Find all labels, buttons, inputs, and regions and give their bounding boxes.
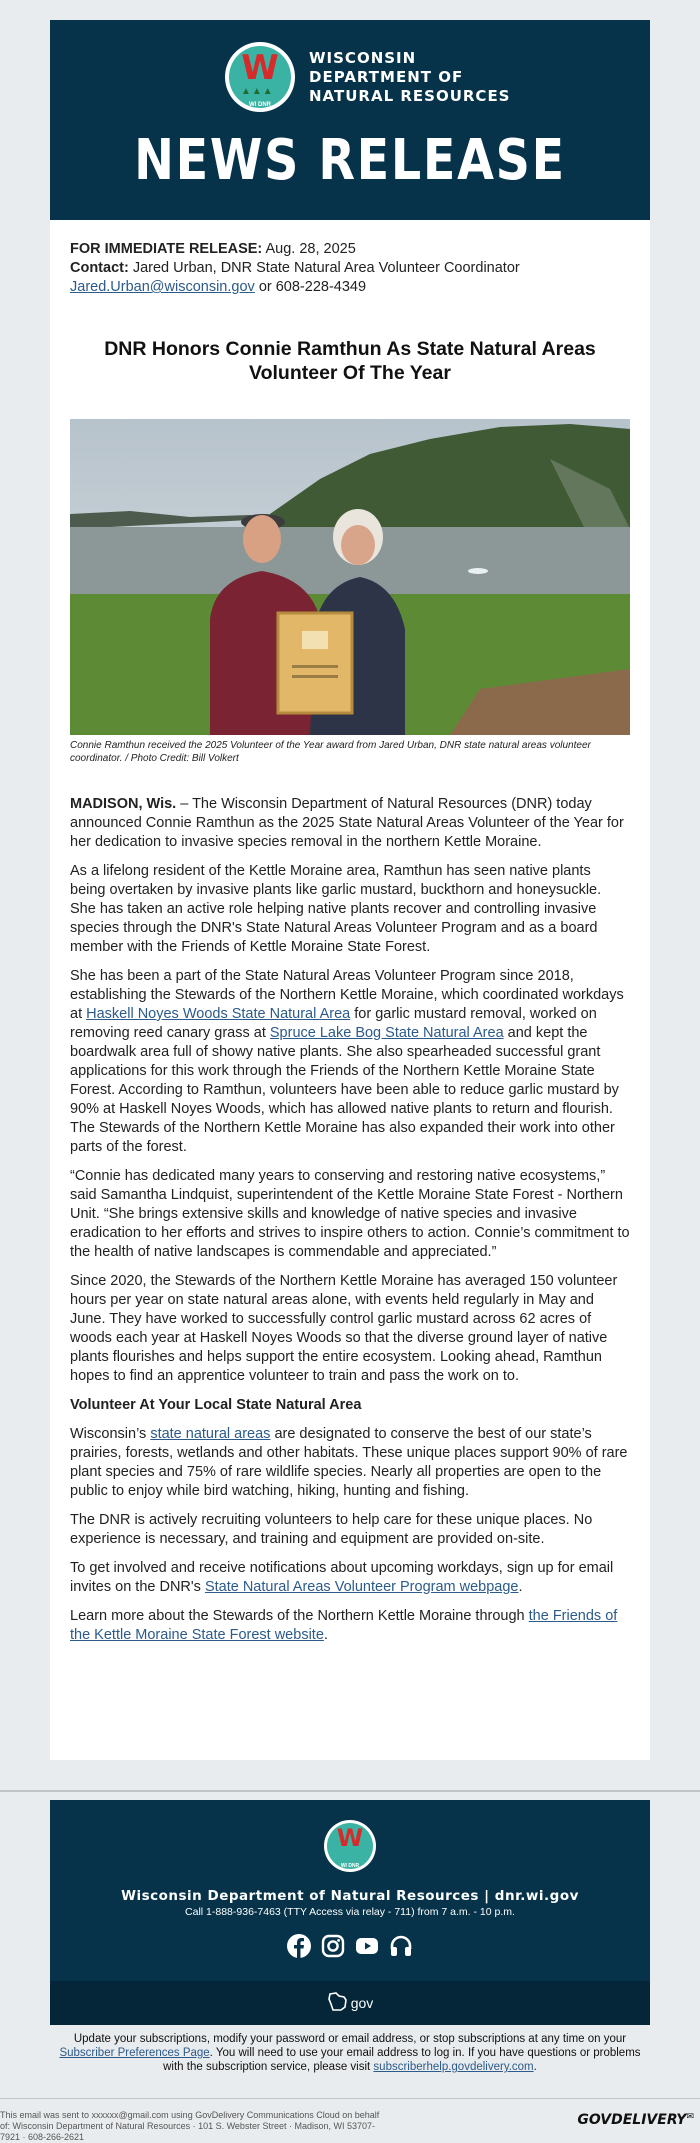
paragraph: The DNR is actively recruiting volunteers to help care for these unique places. No experience is necessary, and training and equipment are provided on-site. xyxy=(70,1512,593,1547)
wi-gov-bar xyxy=(50,1981,650,2025)
social-links xyxy=(50,1934,650,1958)
release-meta xyxy=(50,220,650,297)
footer-phone: Call 1-888-936-7463 (TTY Access via relay - 711) from 7 a.m. - 10 p.m. xyxy=(185,1906,515,1918)
wisconsin-state-icon xyxy=(327,1990,349,2017)
divider xyxy=(0,1790,700,1792)
dnr-logo-icon: W ▲▲▲ WI DNR xyxy=(225,42,295,112)
org-name: WISCONSIN DEPARTMENT OF NATURAL RESOURCES xyxy=(309,48,511,105)
article-body xyxy=(50,765,650,1645)
section-subhead: Volunteer At Your Local State Natural Area xyxy=(70,1397,362,1413)
friends-kettle-moraine-link[interactable]: the Friends of the Kettle Moraine State Forest website xyxy=(70,1608,618,1643)
paragraph: Wisconsin’s state natural areas are designated to conserve the best of our state’s prairies, forests, wetlands and other habitats. These unique places support 90% of rare plant species and 75% of rare wildlife species. Nearly all properties are open to the public to enjoy while bird watching, hiking, hunting and fishing. xyxy=(70,1426,628,1499)
headline: DNR Honors Connie Ramthun As State Natural Areas Volunteer Of The Year xyxy=(104,338,596,384)
news-release-title: NEWS RELEASE xyxy=(134,128,566,193)
sent-to-notice: This email was sent to xxxxxx@gmail.com using GovDelivery Communications Cloud on behalf of: Wisconsin Department of Natural Resources · 101 S. Webster Street · Madison, WI 53707-7921 · 608-266-2621 xyxy=(0,2110,380,2142)
dnr-logo-group xyxy=(225,42,511,112)
dateline: MADISON, Wis. xyxy=(70,796,177,812)
footer-org: Wisconsin Department of Natural Resources | dnr.wi.gov xyxy=(121,1888,579,1904)
release-date: Aug. 28, 2025 xyxy=(265,241,356,257)
subscription-notice: Update your subscriptions, modify your password or email address, or stop subscriptions at any time on your Subscriber Preferences Page. You will need to use your email address to log in. If you have questions or problems with the subscription service, please visit subscriberhelp.govdelivery.com. xyxy=(59,2033,641,2073)
contact-phone: or 608-228-4349 xyxy=(258,279,367,295)
paragraph: As a lifelong resident of the Kettle Moraine area, Ramthun has seen native plants being overtaken by invasive plants like garlic mustard, buckthorn and honeysuckle. She has taken an active role helping native plants recover and controlling invasive species through the DNR's State Natural Areas Volunteer Program and as a board member with the Friends of Kettle Moraine State Forest. xyxy=(70,863,602,955)
footer xyxy=(50,1800,650,2025)
govdelivery-logo[interactable]: GOVDELIVERY✉ xyxy=(577,2112,694,2128)
photo-caption: Connie Ramthun received the 2025 Volunteer of the Year award from Jared Urban, DNR state natural areas volunteer coordinator. / Photo Credit: Bill Volkert xyxy=(70,740,591,764)
state-natural-areas-link[interactable]: state natural areas xyxy=(150,1426,271,1442)
subscriber-help-link[interactable]: subscriberhelp.govdelivery.com xyxy=(373,2061,534,2073)
gov-label[interactable]: gov xyxy=(350,1995,374,2011)
subscriber-preferences-link[interactable]: Subscriber Preferences Page xyxy=(59,2047,210,2059)
paragraph: Learn more about the Stewards of the Northern Kettle Moraine through the Friends of the Kettle Moraine State Forest website. xyxy=(70,1608,618,1643)
envelope-icon: ✉ xyxy=(686,2112,694,2122)
paragraph: “Connie has dedicated many years to conserving and restoring native ecosystems,” said Samantha Lindquist, superintendent of the Kettle Moraine State Forest - Northern Unit. “She brings extensive skills and knowledge of native species and invasive eradication to her efforts and strives to inspire others to action. Connie’s commitment to the health of native landscapes is commendable and appreciated.” xyxy=(70,1168,630,1260)
facebook-icon[interactable] xyxy=(287,1934,311,1958)
divider xyxy=(0,2098,700,2099)
paragraph: MADISON, Wis. – The Wisconsin Department of Natural Resources (DNR) today announced Connie Ramthun as the 2025 State Natural Areas Volunteer of the Year for her dedication to invasive species removal in the northern Kettle Moraine. xyxy=(70,796,624,850)
paragraph: Since 2020, the Stewards of the Northern Kettle Moraine has averaged 150 volunteer hours per year on state natural areas alone, with events held regularly in May and June. They have worked to successfully control garlic mustard across 62 acres of woods each year at Haskell Noyes Woods so that the diverse ground layer of native plants flourishes and helps support the entire ecosystem. Looking ahead, Ramthun hopes to find an apprentice volunteer to train and pass the work on to. xyxy=(70,1273,618,1384)
spruce-lake-bog-link[interactable]: Spruce Lake Bog State Natural Area xyxy=(269,1025,504,1041)
contact-name: Jared Urban, DNR State Natural Area Volunteer Coordinator xyxy=(132,260,520,276)
paragraph: She has been a part of the State Natural Areas Volunteer Program since 2018, establishing the Stewards of the Northern Kettle Moraine, which coordinated workdays at Haskell Noyes Woods State Natural Area for garlic mustard removal, worked on removing reed canary grass at Spruce Lake Bog State Natural Area and kept the boardwalk area full of showy native plants. She also spearheaded successful grant applications for this work through the Friends of the Northern Kettle Moraine State Forest. According to Ramthun, volunteers have been able to reduce garlic mustard by 90% at Haskell Noyes Woods, which has allowed native plants to return and flourish. The Stewards of the Northern Kettle Moraine has also expanded their work into other parts of the forest. xyxy=(70,968,624,1155)
contact-email-link[interactable]: Jared.Urban@wisconsin.gov xyxy=(70,279,255,295)
volunteer-program-link[interactable]: State Natural Areas Volunteer Program webpage xyxy=(204,1579,519,1595)
podcast-headphones-icon[interactable] xyxy=(389,1934,413,1958)
header-banner xyxy=(50,20,650,220)
haskell-noyes-link[interactable]: Haskell Noyes Woods State Natural Area xyxy=(86,1006,351,1022)
award-photo xyxy=(70,419,630,735)
email-card xyxy=(50,20,650,1760)
release-label: FOR IMMEDIATE RELEASE: xyxy=(70,241,263,257)
paragraph: To get involved and receive notifications about upcoming workdays, sign up for email invites on the DNR's State Natural Areas Volunteer Program webpage. xyxy=(70,1560,614,1595)
instagram-icon[interactable] xyxy=(321,1934,345,1958)
footer-dnr-logo-icon[interactable]: W WI DNR xyxy=(324,1820,376,1872)
youtube-icon[interactable] xyxy=(355,1934,379,1958)
contact-label: Contact: xyxy=(70,260,129,276)
